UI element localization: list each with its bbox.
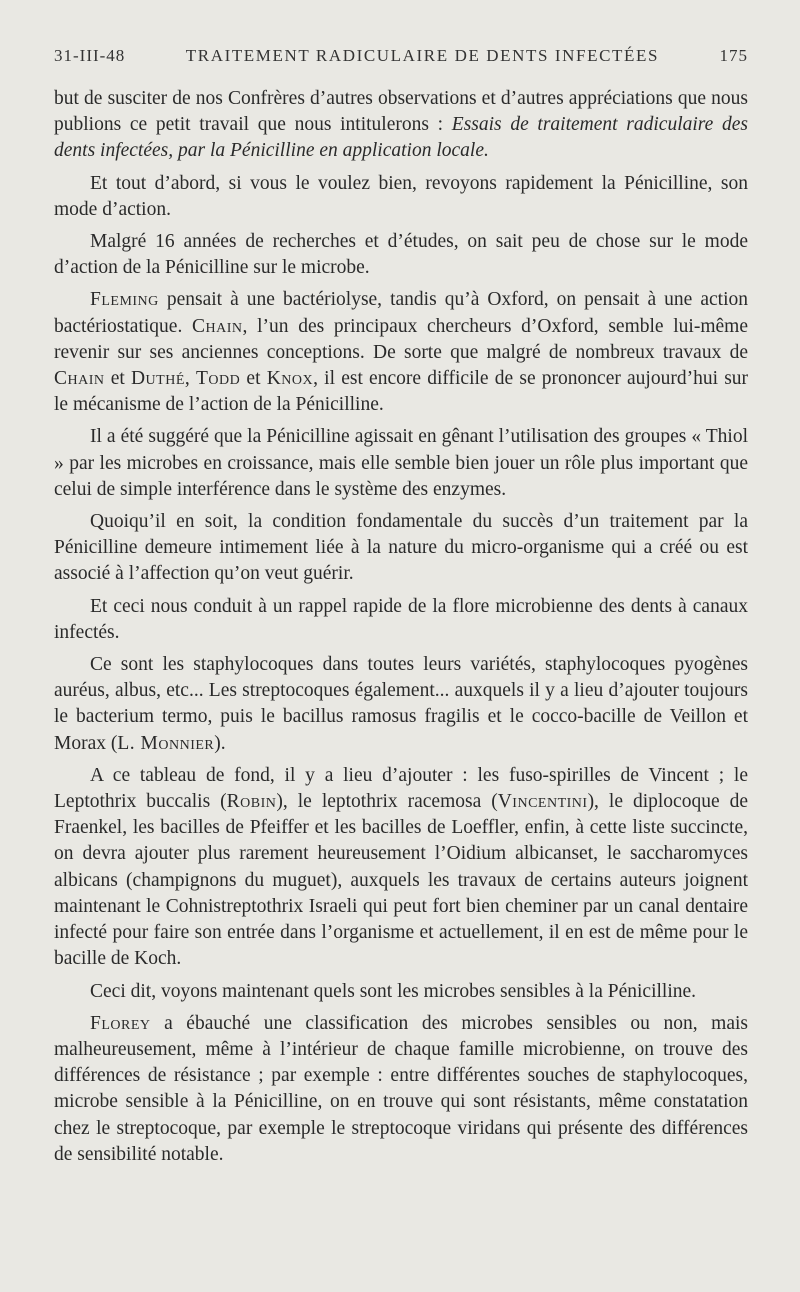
paragraph <box>54 86 748 165</box>
text-run: A ce tableau de fond, il y a lieu d’ajouter : les fuso-spirilles de Vincent ; le Leptothrix buccalis ( <box>54 764 748 813</box>
text-run: a ébauché une classification des microbes sensibles ou non, mais malheureusement, même à l’intérieur de chaque famille microbienne, on trouve des différences de résistance ; par exemple : entre différentes souches de staphylocoques, microbe sensible à la Pénicilline, on en trouve qui sont résistants, même constatation chez le streptocoque, par exemple le streptocoque viridans qui présente des différences de sensibilité notable. <box>54 1012 748 1165</box>
paragraph <box>54 509 748 588</box>
text-run: Quoiqu’il en soit, la condition fondamentale du succès d’un traitement par la Pénicilline demeure intimement liée à la nature du micro-organisme qui a créé ou est associé à l’affection qu’on veut guérir. <box>54 511 748 585</box>
italic-title: Essais de traitement radiculaire des dents infectées, par la Pénicilline en application locale. <box>54 114 748 162</box>
text-run: Ceci dit, voyons maintenant quels sont les microbes sensibles à la Pénicilline. <box>90 980 697 1002</box>
paragraph <box>54 171 748 223</box>
author-name: Knox <box>266 368 314 390</box>
author-name: Robin <box>226 791 277 813</box>
paragraph <box>54 1011 748 1168</box>
paragraph <box>54 763 748 973</box>
text-run: ). <box>214 732 226 754</box>
header-date: 31-III-48 <box>54 46 126 65</box>
text-run: ), le leptothrix racemosa ( <box>276 791 498 813</box>
paragraph <box>54 229 748 281</box>
author-name: Todd <box>195 368 241 390</box>
text-run: Et tout d’abord, si vous le voulez bien, revoyons rapidement la Pénicilline, son mode d’action. <box>54 172 748 220</box>
text-run: Il a été suggéré que la Pénicilline agissait en gênant l’utilisation des groupes « Thiol » par les microbes en croissance, mais elle semble bien jouer un rôle plus important que celui de simple interférence dans le système des enzymes. <box>54 426 748 500</box>
author-name: Fleming <box>90 289 159 311</box>
paragraph <box>54 979 748 1005</box>
text-run: , l’un des principaux chercheurs d’Oxford, semble lui-même revenir sur ses anciennes conceptions. De sorte que malgré de nombreux travaux de <box>54 315 748 363</box>
text-run: ), le diplocoque de Fraenkel, les bacilles de Pfeiffer et les bacilles de Loeffler, enfin, à cette liste succincte, on devra ajouter plus rarement heureusement l’Oidium albicanset, le saccharomyces albicans (champignons du muguet), auxquels les travaux de certains auteurs joignent maintenant le Cohnistreptothrix Israeli qui peut fort bien cheminer par un canal dentaire infecté pour faire son entrée dans l’organisme et actuellement, il en est de même pour le bacille de Koch. <box>54 791 749 970</box>
text-run: Ce sont les staphylocoques dans toutes leurs variétés, staphylocoques pyogènes auréus, albus, etc... Les streptocoques également... auxquels il y a lieu d’ajouter toujours le bacterium termo, puis le bacillus ramosus fragilis et le cocco-bacille de Veillon et Morax ( <box>54 654 748 754</box>
text-run: Et ceci nous conduit à un rappel rapide de la flore microbienne des dents à canaux infectés. <box>54 595 748 643</box>
author-name: Duthé <box>130 368 185 390</box>
text-run: pensait à une bactériolyse, tandis qu’à Oxford, on pensait à une action bactériostatique. <box>54 289 748 337</box>
running-header <box>54 46 748 66</box>
author-name: Chain <box>192 315 243 337</box>
text-run: , il est encore difficile de se prononcer aujourd’hui sur le mécanisme de l’action de la Pénicilline. <box>54 368 749 416</box>
author-name: Vincentini <box>497 791 588 813</box>
author-name: Chain <box>54 368 105 390</box>
text-run: et <box>104 368 131 390</box>
page-number: 175 <box>719 46 748 65</box>
paragraph <box>54 652 748 757</box>
paragraph <box>54 424 748 503</box>
header-title: TRAITEMENT RADICULAIRE DE DENTS INFECTÉES <box>185 46 660 65</box>
author-name: Florey <box>90 1012 151 1034</box>
body-text <box>54 86 748 1168</box>
text-run: but de susciter de nos Confrères d’autres observations et d’autres appréciations que nous publions ce petit travail que nous intitulerons : <box>54 88 748 136</box>
text-run: et <box>240 368 267 390</box>
text-run: Malgré 16 années de recherches et d’études, on sait peu de chose sur le mode d’action de la Pénicilline sur le microbe. <box>54 231 748 279</box>
author-name: L. Monnier <box>117 732 215 754</box>
text-run: , <box>184 368 196 390</box>
paragraph <box>54 594 748 646</box>
paragraph <box>54 287 748 418</box>
